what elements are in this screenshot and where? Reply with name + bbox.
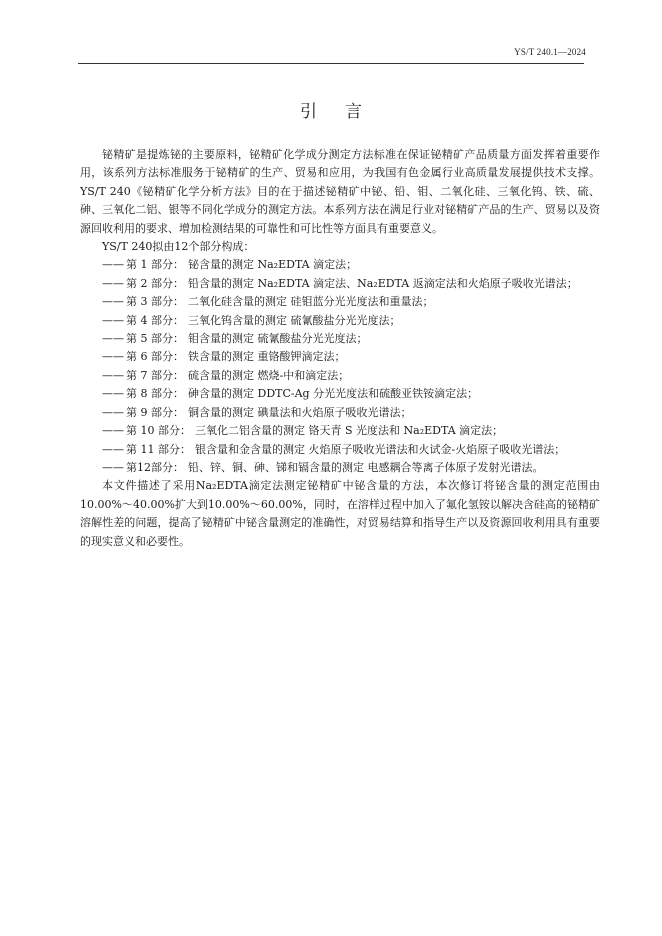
list-dash: —— xyxy=(102,424,124,438)
part-label: 第 10 部分： xyxy=(126,424,191,438)
part-label: 第12部分： xyxy=(126,460,184,474)
part-text: 二氧化硅含量的测定 硅钼蓝分光光度法和重量法； xyxy=(188,295,434,309)
list-item xyxy=(80,348,600,366)
list-item xyxy=(80,256,600,274)
part-label: 第 5 部分： xyxy=(126,332,184,346)
list-item xyxy=(80,441,600,459)
list-item xyxy=(80,385,600,403)
part-text: 钼含量的测定 硫氰酸盐分光光度法； xyxy=(188,332,368,346)
list-item xyxy=(80,330,600,348)
document-number: YS/T 240.1—2024 xyxy=(514,47,586,57)
document-body xyxy=(80,146,600,551)
part-text: 铁含量的测定 重铬酸钾滴定法； xyxy=(188,350,346,364)
part-text: 铜含量的测定 碘量法和火焰原子吸收光谱法； xyxy=(188,405,412,419)
list-item xyxy=(80,275,600,293)
part-label: 第 2 部分： xyxy=(126,276,184,290)
part-text: 三氧化钨含量的测定 硫氰酸盐分光光度法； xyxy=(188,313,401,327)
part-label: 第 1 部分： xyxy=(126,258,184,272)
list-dash: —— xyxy=(102,350,124,364)
header-rule xyxy=(78,63,584,64)
list-item xyxy=(80,404,600,422)
parts-list xyxy=(80,256,600,477)
list-dash: —— xyxy=(102,258,124,272)
list-dash: —— xyxy=(102,295,124,309)
list-item xyxy=(80,367,600,385)
part-text: 铋含量的测定 Na₂EDTA 滴定法； xyxy=(188,258,358,272)
list-item xyxy=(80,422,600,440)
list-dash: —— xyxy=(102,405,124,419)
part-label: 第 3 部分： xyxy=(126,295,184,309)
part-text: 三氧化二铝含量的测定 铬天青 S 光度法和 Na₂EDTA 滴定法； xyxy=(195,424,504,438)
part-text: 砷含量的测定 DDTC-Ag 分光光度法和硫酸亚铁铵滴定法； xyxy=(188,387,479,401)
part-text: 硫含量的测定 燃烧-中和滴定法； xyxy=(188,368,350,382)
part-text: 铅、锌、铜、砷、锑和镉含量的测定 电感耦合等离子体原子发射光谱法。 xyxy=(188,460,544,474)
list-dash: —— xyxy=(102,276,124,290)
list-dash: —— xyxy=(102,442,124,456)
part-label: 第 4 部分： xyxy=(126,313,184,327)
list-item xyxy=(80,293,600,311)
list-dash: —— xyxy=(102,313,124,327)
list-dash: —— xyxy=(102,460,124,474)
part-label: 第 7 部分： xyxy=(126,368,184,382)
part-label: 第 11 部分： xyxy=(126,442,191,456)
part-label: 第 8 部分： xyxy=(126,387,184,401)
closing-paragraph: 本文件描述了采用Na₂EDTA滴定法测定铋精矿中铋含量的方法，本次修订将铋含量的测定范围由10.00%～40.00%扩大到10.00%～60.00%，同时，在溶样过程中加入了氟化氢铵以解决含硅高的铋精矿溶解性差的问题，提高了铋精矿中铋含量测定的准确性，对贸易结算和指导生产以及资源回收利用具有重要的现实意义和必要性。 xyxy=(80,479,600,548)
part-label: 第 9 部分： xyxy=(126,405,184,419)
list-item xyxy=(80,312,600,330)
page-title: 引言 xyxy=(300,102,390,123)
list-dash: —— xyxy=(102,368,124,382)
list-dash: —— xyxy=(102,387,124,401)
list-dash: —— xyxy=(102,332,124,346)
list-item xyxy=(80,459,600,477)
parts-intro: YS/T 240拟由12个部分构成： xyxy=(102,240,255,254)
part-text: 银含量和金含量的测定 火焰原子吸收光谱法和火试金-火焰原子吸收光谱法； xyxy=(195,442,566,456)
part-text: 铅含量的测定 Na₂EDTA 滴定法、Na₂EDTA 返滴定法和火焰原子吸收光谱法； xyxy=(188,276,578,290)
part-label: 第 6 部分： xyxy=(126,350,184,364)
intro-paragraph: 铋精矿是提炼铋的主要原料，铋精矿化学成分测定方法标准在保证铋精矿产品质量方面发挥着重要作用，该系列方法标准服务于铋精矿的生产、贸易和应用，为我国有色金属行业高质量发展提供技术支撑。YS/T 240《铋精矿化学分析方法》目的在于描述铋精矿中铋、铅、钼、二氧化硅、三氧化钨、铁、硫、砷、三氧化二铝、银等不同化学成分的测定方法。本系列方法在满足行业对铋精矿产品的生产、贸易以及资源回收利用的要求、增加检测结果的可靠性和可比性等方面具有重要意义。 xyxy=(80,148,600,235)
